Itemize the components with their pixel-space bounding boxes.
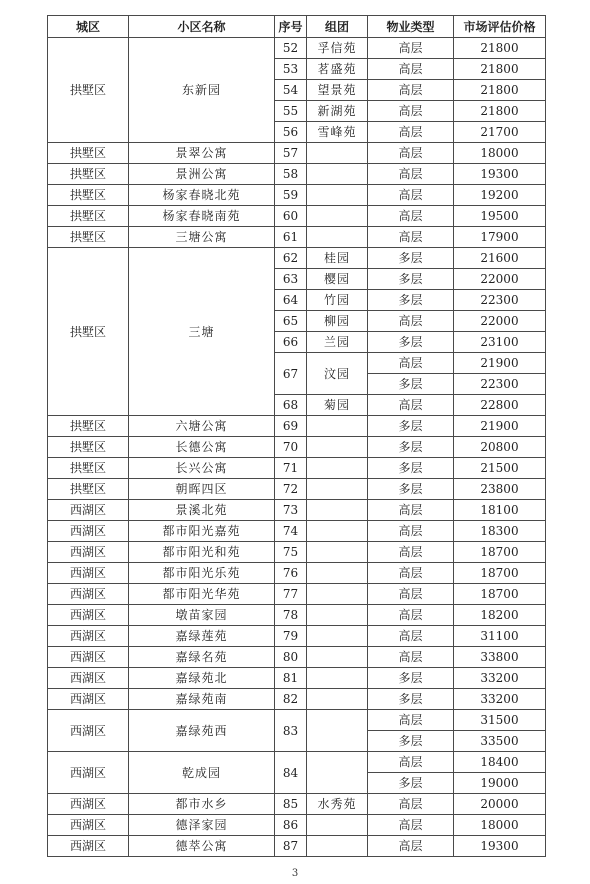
group-cell: 桂园: [307, 248, 368, 269]
group-cell: [307, 500, 368, 521]
table-row: [48, 626, 546, 647]
sequence-cell: 71: [275, 458, 307, 479]
price-cell: 18400: [454, 752, 546, 773]
community-name-cell: 嘉绿莲苑: [129, 626, 275, 647]
page-number: 3: [291, 868, 299, 879]
group-cell: [307, 437, 368, 458]
sequence-cell: 85: [275, 794, 307, 815]
table-row: [48, 437, 546, 458]
property-type-cell: 多层: [368, 416, 454, 437]
sequence-cell: 59: [275, 185, 307, 206]
sequence-cell: 75: [275, 542, 307, 563]
community-name-cell: 景溪北苑: [129, 500, 275, 521]
community-name-cell: 杨家春晓北苑: [129, 185, 275, 206]
group-cell: [307, 479, 368, 500]
group-cell: [307, 206, 368, 227]
group-cell: 汶园: [307, 353, 368, 395]
community-name-cell: 乾成园: [129, 752, 275, 794]
price-cell: 21500: [454, 458, 546, 479]
group-cell: [307, 836, 368, 857]
district-cell: 拱墅区: [48, 185, 129, 206]
property-type-cell: 多层: [368, 773, 454, 794]
community-name-cell: 三塘: [129, 248, 275, 416]
property-type-cell: 高层: [368, 500, 454, 521]
price-cell: 18000: [454, 143, 546, 164]
property-type-cell: 多层: [368, 374, 454, 395]
sequence-cell: 81: [275, 668, 307, 689]
sequence-cell: 53: [275, 59, 307, 80]
table-row: [48, 143, 546, 164]
group-cell: 雪峰苑: [307, 122, 368, 143]
group-cell: 新湖苑: [307, 101, 368, 122]
property-type-cell: 高层: [368, 752, 454, 773]
property-type-cell: 高层: [368, 794, 454, 815]
group-cell: [307, 668, 368, 689]
price-cell: 19300: [454, 164, 546, 185]
community-name-cell: 德泽家园: [129, 815, 275, 836]
price-cell: 33200: [454, 668, 546, 689]
group-cell: [307, 416, 368, 437]
property-type-cell: 高层: [368, 185, 454, 206]
community-name-cell: 都市水乡: [129, 794, 275, 815]
group-cell: 兰园: [307, 332, 368, 353]
community-name-cell: 墩苗家园: [129, 605, 275, 626]
group-cell: [307, 143, 368, 164]
table-row: [48, 710, 546, 731]
district-cell: 西湖区: [48, 500, 129, 521]
price-cell: 31100: [454, 626, 546, 647]
district-cell: 拱墅区: [48, 164, 129, 185]
group-cell: [307, 710, 368, 752]
price-cell: 18000: [454, 815, 546, 836]
community-name-cell: 景翠公寓: [129, 143, 275, 164]
property-type-cell: 高层: [368, 815, 454, 836]
community-name-cell: 长兴公寓: [129, 458, 275, 479]
table-row: [48, 689, 546, 710]
table-row: [48, 794, 546, 815]
price-cell: 22300: [454, 290, 546, 311]
group-cell: [307, 647, 368, 668]
group-cell: [307, 227, 368, 248]
table-row: [48, 38, 546, 59]
community-name-cell: 朝晖四区: [129, 479, 275, 500]
property-type-cell: 高层: [368, 836, 454, 857]
district-cell: 西湖区: [48, 563, 129, 584]
header-row: [48, 16, 546, 38]
table-row: [48, 500, 546, 521]
property-type-cell: 多层: [368, 437, 454, 458]
price-cell: 21800: [454, 80, 546, 101]
property-type-cell: 多层: [368, 248, 454, 269]
sequence-cell: 76: [275, 563, 307, 584]
district-cell: 西湖区: [48, 521, 129, 542]
property-type-cell: 多层: [368, 731, 454, 752]
price-cell: 19300: [454, 836, 546, 857]
price-cell: 18300: [454, 521, 546, 542]
price-cell: 21800: [454, 59, 546, 80]
sequence-cell: 69: [275, 416, 307, 437]
group-cell: 望景苑: [307, 80, 368, 101]
valuation-table: [47, 15, 546, 857]
community-name-cell: 东新园: [129, 38, 275, 143]
property-type-cell: 高层: [368, 80, 454, 101]
price-cell: 31500: [454, 710, 546, 731]
district-cell: 拱墅区: [48, 248, 129, 416]
sequence-cell: 57: [275, 143, 307, 164]
sequence-cell: 82: [275, 689, 307, 710]
sequence-cell: 65: [275, 311, 307, 332]
group-cell: [307, 626, 368, 647]
property-type-cell: 多层: [368, 458, 454, 479]
community-name-cell: 嘉绿名苑: [129, 647, 275, 668]
sequence-cell: 70: [275, 437, 307, 458]
price-cell: 33200: [454, 689, 546, 710]
table-row: [48, 584, 546, 605]
community-name-cell: 都市阳光嘉苑: [129, 521, 275, 542]
property-type-cell: 高层: [368, 122, 454, 143]
property-type-cell: 高层: [368, 605, 454, 626]
sequence-cell: 64: [275, 290, 307, 311]
property-type-cell: 高层: [368, 710, 454, 731]
property-type-cell: 高层: [368, 542, 454, 563]
group-cell: 孚信苑: [307, 38, 368, 59]
table-row: [48, 458, 546, 479]
table-row: [48, 668, 546, 689]
table-row: [48, 479, 546, 500]
table-row: [48, 605, 546, 626]
price-cell: 22800: [454, 395, 546, 416]
price-cell: 21900: [454, 353, 546, 374]
district-cell: 西湖区: [48, 794, 129, 815]
district-cell: 西湖区: [48, 626, 129, 647]
community-name-cell: 都市阳光华苑: [129, 584, 275, 605]
price-cell: 21900: [454, 416, 546, 437]
sequence-cell: 56: [275, 122, 307, 143]
sequence-cell: 58: [275, 164, 307, 185]
table-row: [48, 815, 546, 836]
property-type-cell: 多层: [368, 479, 454, 500]
price-cell: 33500: [454, 731, 546, 752]
price-cell: 22000: [454, 269, 546, 290]
price-cell: 21700: [454, 122, 546, 143]
table-row: [48, 227, 546, 248]
sequence-cell: 68: [275, 395, 307, 416]
sequence-cell: 52: [275, 38, 307, 59]
district-cell: 拱墅区: [48, 227, 129, 248]
group-cell: 竹园: [307, 290, 368, 311]
property-type-cell: 高层: [368, 206, 454, 227]
district-cell: 拱墅区: [48, 143, 129, 164]
sequence-cell: 73: [275, 500, 307, 521]
property-type-cell: 多层: [368, 290, 454, 311]
district-cell: 拱墅区: [48, 206, 129, 227]
price-cell: 18700: [454, 584, 546, 605]
table-row: [48, 164, 546, 185]
sequence-cell: 67: [275, 353, 307, 395]
sequence-cell: 55: [275, 101, 307, 122]
sequence-cell: 62: [275, 248, 307, 269]
property-type-cell: 高层: [368, 584, 454, 605]
property-type-cell: 多层: [368, 689, 454, 710]
community-name-cell: 嘉绿苑西: [129, 710, 275, 752]
sequence-cell: 77: [275, 584, 307, 605]
property-type-cell: 高层: [368, 395, 454, 416]
table-row: [48, 248, 546, 269]
price-cell: 23800: [454, 479, 546, 500]
header-market-price: 市场评估价格: [454, 16, 546, 38]
sequence-cell: 84: [275, 752, 307, 794]
table-row: [48, 206, 546, 227]
header-community-name: 小区名称: [129, 16, 275, 38]
table-row: [48, 836, 546, 857]
sequence-cell: 80: [275, 647, 307, 668]
price-cell: 18100: [454, 500, 546, 521]
group-cell: [307, 542, 368, 563]
price-cell: 19500: [454, 206, 546, 227]
community-name-cell: 三塘公寓: [129, 227, 275, 248]
property-type-cell: 高层: [368, 563, 454, 584]
property-type-cell: 多层: [368, 269, 454, 290]
community-name-cell: 杨家春晓南苑: [129, 206, 275, 227]
district-cell: 拱墅区: [48, 458, 129, 479]
group-cell: [307, 752, 368, 794]
property-type-cell: 高层: [368, 38, 454, 59]
table-row: [48, 416, 546, 437]
property-type-cell: 高层: [368, 626, 454, 647]
property-type-cell: 高层: [368, 59, 454, 80]
sequence-cell: 87: [275, 836, 307, 857]
table-body: [48, 38, 546, 857]
community-name-cell: 德萃公寓: [129, 836, 275, 857]
sequence-cell: 79: [275, 626, 307, 647]
community-name-cell: 都市阳光和苑: [129, 542, 275, 563]
property-type-cell: 高层: [368, 353, 454, 374]
group-cell: [307, 605, 368, 626]
district-cell: 西湖区: [48, 836, 129, 857]
group-cell: [307, 815, 368, 836]
property-type-cell: 多层: [368, 668, 454, 689]
group-cell: [307, 521, 368, 542]
district-cell: 西湖区: [48, 542, 129, 563]
price-cell: 18700: [454, 542, 546, 563]
group-cell: [307, 185, 368, 206]
table-row: [48, 185, 546, 206]
price-cell: 21800: [454, 38, 546, 59]
header-property-type: 物业类型: [368, 16, 454, 38]
group-cell: 水秀苑: [307, 794, 368, 815]
header-sequence: 序号: [275, 16, 307, 38]
property-type-cell: 高层: [368, 143, 454, 164]
district-cell: 西湖区: [48, 815, 129, 836]
district-cell: 西湖区: [48, 605, 129, 626]
group-cell: [307, 563, 368, 584]
sequence-cell: 54: [275, 80, 307, 101]
group-cell: [307, 689, 368, 710]
price-cell: 22000: [454, 311, 546, 332]
community-name-cell: 长德公寓: [129, 437, 275, 458]
table-row: [48, 563, 546, 584]
price-cell: 20000: [454, 794, 546, 815]
district-cell: 拱墅区: [48, 416, 129, 437]
sequence-cell: 61: [275, 227, 307, 248]
table-row: [48, 521, 546, 542]
price-cell: 18200: [454, 605, 546, 626]
header-group: 组团: [307, 16, 368, 38]
district-cell: 拱墅区: [48, 479, 129, 500]
property-type-cell: 高层: [368, 101, 454, 122]
district-cell: 西湖区: [48, 689, 129, 710]
header-district: 城区: [48, 16, 129, 38]
group-cell: 柳园: [307, 311, 368, 332]
table-row: [48, 752, 546, 773]
property-type-cell: 高层: [368, 521, 454, 542]
group-cell: [307, 164, 368, 185]
price-cell: 18700: [454, 563, 546, 584]
district-cell: 西湖区: [48, 668, 129, 689]
district-cell: 拱墅区: [48, 38, 129, 143]
sequence-cell: 63: [275, 269, 307, 290]
price-cell: 20800: [454, 437, 546, 458]
sequence-cell: 66: [275, 332, 307, 353]
district-cell: 西湖区: [48, 647, 129, 668]
property-type-cell: 多层: [368, 332, 454, 353]
property-type-cell: 高层: [368, 647, 454, 668]
district-cell: 西湖区: [48, 584, 129, 605]
group-cell: [307, 458, 368, 479]
community-name-cell: 嘉绿苑南: [129, 689, 275, 710]
group-cell: [307, 584, 368, 605]
sequence-cell: 86: [275, 815, 307, 836]
property-type-cell: 高层: [368, 227, 454, 248]
price-cell: 19200: [454, 185, 546, 206]
sequence-cell: 74: [275, 521, 307, 542]
price-cell: 17900: [454, 227, 546, 248]
price-cell: 23100: [454, 332, 546, 353]
table-row: [48, 542, 546, 563]
group-cell: 茗盛苑: [307, 59, 368, 80]
property-type-cell: 高层: [368, 311, 454, 332]
district-cell: 西湖区: [48, 710, 129, 752]
community-name-cell: 都市阳光乐苑: [129, 563, 275, 584]
district-cell: 西湖区: [48, 752, 129, 794]
price-cell: 22300: [454, 374, 546, 395]
table-row: [48, 647, 546, 668]
property-type-cell: 高层: [368, 164, 454, 185]
community-name-cell: 六塘公寓: [129, 416, 275, 437]
group-cell: 樱园: [307, 269, 368, 290]
community-name-cell: 嘉绿苑北: [129, 668, 275, 689]
sequence-cell: 72: [275, 479, 307, 500]
sequence-cell: 78: [275, 605, 307, 626]
price-cell: 19000: [454, 773, 546, 794]
sequence-cell: 83: [275, 710, 307, 752]
sequence-cell: 60: [275, 206, 307, 227]
price-cell: 21600: [454, 248, 546, 269]
price-cell: 33800: [454, 647, 546, 668]
district-cell: 拱墅区: [48, 437, 129, 458]
community-name-cell: 景洲公寓: [129, 164, 275, 185]
group-cell: 菊园: [307, 395, 368, 416]
price-cell: 21800: [454, 101, 546, 122]
